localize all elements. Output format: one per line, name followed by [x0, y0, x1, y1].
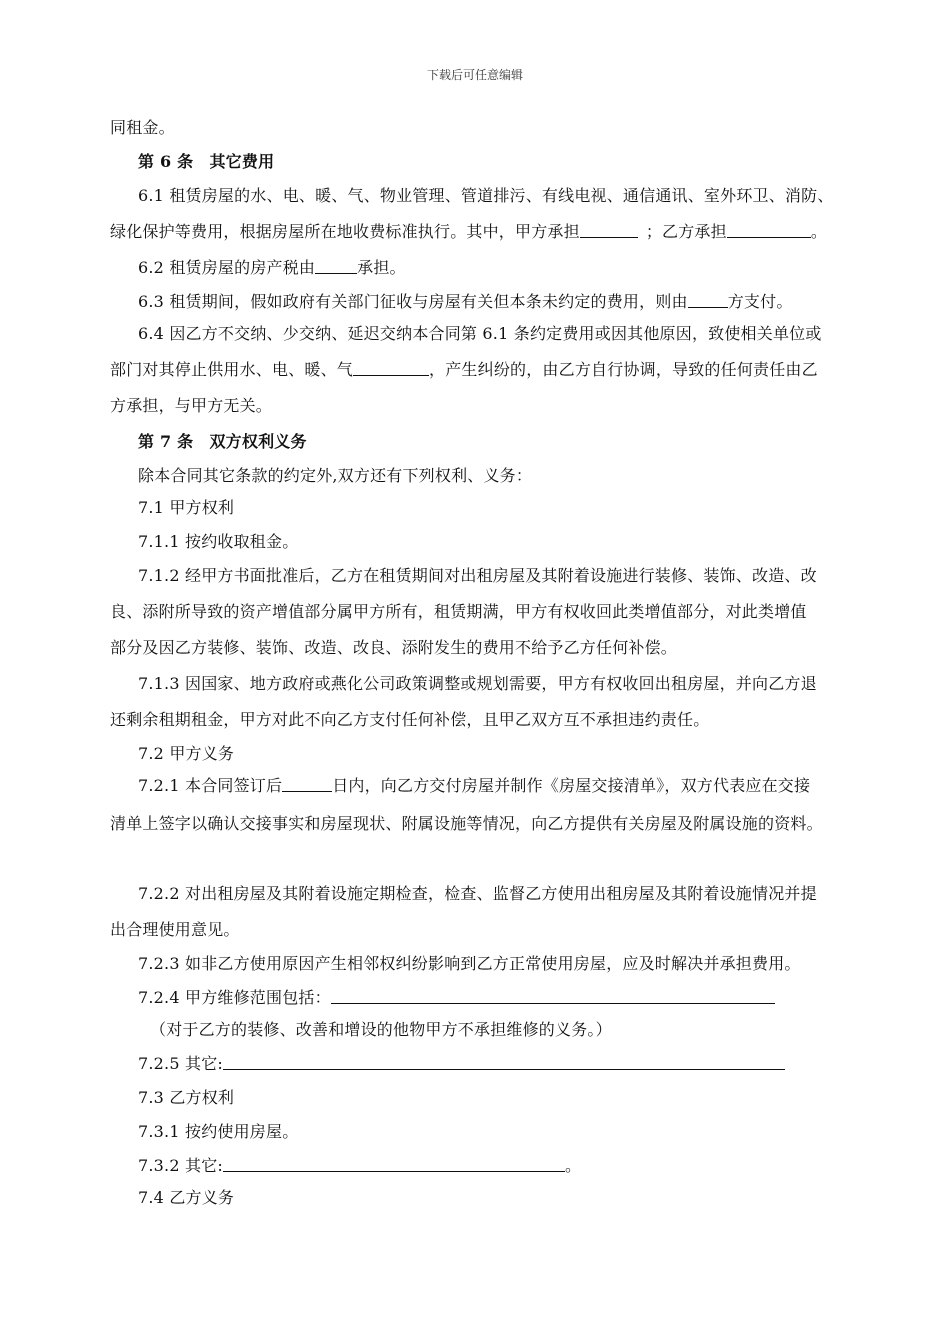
text-line: 同租金。 — [110, 118, 175, 137]
blank-field[interactable] — [353, 360, 429, 376]
clause-7-1-1: 7.1.1 按约收取租金。 — [138, 532, 299, 551]
blank-field[interactable] — [580, 222, 638, 238]
clause-7-intro: 除本合同其它条款的约定外,双方还有下列权利、义务： — [138, 466, 533, 485]
text-segment: 。 — [565, 1156, 582, 1175]
clause-7-2: 7.2 甲方义务 — [138, 744, 235, 763]
clause-7-1-3-cont: 还剩余租期租金，甲方对此不向乙方支付任何补偿，且甲乙双方互不承担违约责任。 — [110, 710, 710, 729]
clause-7-2-1-cont: 清单上签字以确认交接事实和房屋现状、附属设施等情况，向乙方提供有关房屋及附属设施的资料。 — [110, 814, 823, 833]
clause-6-4-end: 方承担，与甲方无关。 — [110, 396, 273, 415]
clause-7-1-3: 7.1.3 因国家、地方政府或燕化公司政策调整或规划需要，甲方有权收回出租房屋，并向乙方退 — [138, 674, 817, 693]
blank-field[interactable] — [315, 258, 357, 274]
clause-7-2-4-note: （对于乙方的装修、改善和增设的他物甲方不承担维修的义务。） — [150, 1020, 612, 1039]
text-segment: 绿化保护等费用，根据房屋所在地收费标准执行。其中，甲方承担 — [110, 222, 580, 241]
blank-field[interactable] — [282, 776, 332, 792]
clause-7-2-2-cont: 出合理使用意见。 — [110, 920, 240, 939]
clause-7-1: 7.1 甲方权利 — [138, 498, 235, 517]
text-segment: 6.3 租赁期间，假如政府有关部门征收与房屋有关但本条未约定的费用，则由 — [138, 292, 688, 311]
section-heading-6: 第 6 条 其它费用 — [138, 152, 275, 171]
blank-field[interactable] — [727, 222, 811, 238]
blank-field[interactable] — [331, 988, 775, 1004]
text-segment: 7.3.2 其它: — [138, 1156, 223, 1175]
text-segment: 7.2.5 其它: — [138, 1054, 223, 1073]
text-segment: ，产生纠纷的，由乙方自行协调，导致的任何责任由乙 — [429, 360, 818, 379]
clause-7-1-2: 7.1.2 经甲方书面批准后，乙方在租赁期间对出租房屋及其附着设施进行装修、装饰、改造、改 — [138, 566, 817, 585]
text-segment: 日内，向乙方交付房屋并制作《房屋交接清单》，双方代表应在交接 — [332, 776, 811, 795]
text-segment: 7.2.4 甲方维修范围包括： — [138, 988, 331, 1007]
text-segment: 方支付。 — [727, 292, 793, 311]
clause-7-2-4 — [138, 988, 855, 1008]
clause-6-4: 6.4 因乙方不交纳、少交纳、延迟交纳本合同第 6.1 条约定费用或因其他原因，致使相关单位或 — [138, 324, 822, 343]
clause-7-4: 7.4 乙方义务 — [138, 1188, 235, 1207]
text-segment: ；乙方承担 — [645, 222, 727, 241]
blank-field[interactable] — [223, 1156, 565, 1172]
clause-6-1: 6.1 租赁房屋的水、电、暖、气、物业管理、管道排污、有线电视、通信通讯、室外环卫、消防、 — [138, 186, 834, 205]
clause-6-3 — [138, 292, 855, 312]
blank-field[interactable] — [688, 292, 728, 308]
clause-7-2-3: 7.2.3 如非乙方使用原因产生相邻权纠纷影响到乙方正常使用房屋，应及时解决并承担费用。 — [138, 954, 801, 973]
clause-7-3: 7.3 乙方权利 — [138, 1088, 235, 1107]
clause-6-2 — [138, 258, 855, 278]
clause-6-1-cont — [110, 222, 855, 242]
section-heading-7: 第 7 条 双方权利义务 — [138, 432, 307, 451]
clause-7-1-2-cont: 良、添附所导致的资产增值部分属甲方所有，租赁期满，甲方有权收回此类增值部分，对此类增值 — [110, 602, 807, 621]
clause-7-3-1: 7.3.1 按约使用房屋。 — [138, 1122, 299, 1141]
text-segment: 6.2 租赁房屋的房产税由 — [138, 258, 316, 277]
text-segment: 7.2.1 本合同签订后 — [138, 776, 283, 795]
text-segment: 部门对其停止供用水、电、暖、气 — [110, 360, 354, 379]
clause-7-3-2 — [138, 1156, 855, 1176]
clause-6-4-cont — [110, 360, 855, 380]
page-header-note: 下载后可任意编辑 — [426, 68, 523, 82]
clause-7-2-1 — [138, 776, 855, 796]
blank-field[interactable] — [223, 1054, 785, 1070]
clause-7-2-5 — [138, 1054, 855, 1074]
text-segment: 承担。 — [357, 258, 406, 277]
clause-7-2-2: 7.2.2 对出租房屋及其附着设施定期检查，检查、监督乙方使用出租房屋及其附着设施情况并提 — [138, 884, 817, 903]
clause-7-1-2-end: 部分及因乙方装修、装饰、改造、改良、添附发生的费用不给予乙方任何补偿。 — [110, 638, 678, 657]
text-segment: 。 — [810, 222, 828, 241]
